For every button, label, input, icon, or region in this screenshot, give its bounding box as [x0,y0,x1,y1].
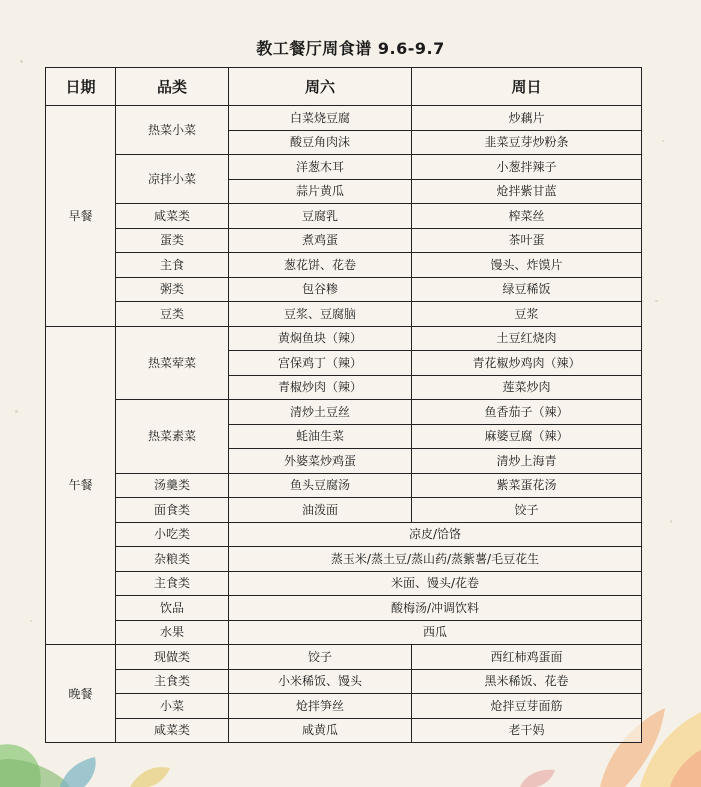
dish-cell-sunday: 紫菜蛋花汤 [412,473,642,498]
dish-cell-saturday: 小米稀饭、馒头 [229,669,412,694]
dish-cell-sunday: 鱼香茄子（辣） [412,400,642,425]
category-cell: 主食类 [116,669,229,694]
dish-cell-saturday: 豆腐乳 [229,204,412,229]
category-cell: 小菜 [116,694,229,719]
dish-cell-saturday: 葱花饼、花卷 [229,253,412,278]
dish-cell-both-days: 蒸玉米/蒸土豆/蒸山药/蒸紫薯/毛豆花生 [229,547,642,572]
dish-cell-both-days: 酸梅汤/冲调饮料 [229,596,642,621]
table-row [46,473,642,498]
table-row [46,522,642,547]
table-row [46,718,642,743]
table-row [46,400,642,425]
dish-cell-both-days: 西瓜 [229,620,642,645]
table-row [46,547,642,572]
dish-cell-saturday: 豆浆、豆腐脑 [229,302,412,327]
dish-cell-sunday: 西红柿鸡蛋面 [412,645,642,670]
page-title: 教工餐厅周食谱 9.6-9.7 [256,39,445,58]
table-row [46,669,642,694]
dish-cell-both-days: 米面、馒头/花卷 [229,571,642,596]
table-header-row [46,68,642,106]
dish-cell-sunday: 老干妈 [412,718,642,743]
dish-cell-saturday: 宫保鸡丁（辣） [229,351,412,376]
category-cell: 凉拌小菜 [116,155,229,204]
pink-leaf-icon [520,770,555,787]
table-row [46,253,642,278]
header-date: 日期 [46,68,116,106]
dish-cell-saturday: 炝拌笋丝 [229,694,412,719]
paper-texture-speck [662,140,664,142]
dish-cell-saturday: 包谷糁 [229,277,412,302]
dish-cell-sunday: 馒头、炸馍片 [412,253,642,278]
green-leaf-icon [0,759,70,787]
meal-label: 午餐 [46,326,116,645]
dish-cell-saturday: 黄焖鱼块（辣） [229,326,412,351]
paper-texture-speck [30,620,32,622]
dish-cell-saturday: 油泼面 [229,498,412,523]
table-row [46,155,642,180]
dish-cell-saturday: 鱼头豆腐汤 [229,473,412,498]
blue-leaf-icon [60,757,96,787]
dish-cell-sunday: 青花椒炒鸡肉（辣） [412,351,642,376]
yellow-leaf-icon [130,767,170,787]
dish-cell-saturday: 白菜烧豆腐 [229,106,412,131]
yellow-leaf-icon [640,712,701,787]
dish-cell-sunday: 麻婆豆腐（辣） [412,424,642,449]
green-leaf-icon [0,744,41,787]
weekly-menu-table [45,67,642,743]
dish-cell-saturday: 饺子 [229,645,412,670]
dish-cell-sunday: 茶叶蛋 [412,228,642,253]
dish-cell-saturday: 洋葱木耳 [229,155,412,180]
category-cell: 小吃类 [116,522,229,547]
dish-cell-sunday: 黑米稀饭、花卷 [412,669,642,694]
paper-texture-speck [15,410,18,413]
dish-cell-sunday: 土豆红烧肉 [412,326,642,351]
dish-cell-saturday: 煮鸡蛋 [229,228,412,253]
table-row [46,694,642,719]
dish-cell-saturday: 青椒炒肉（辣） [229,375,412,400]
category-cell: 主食类 [116,571,229,596]
category-cell: 主食 [116,253,229,278]
dish-cell-saturday: 酸豆角肉沫 [229,130,412,155]
category-cell: 现做类 [116,645,229,670]
meal-label: 晚餐 [46,645,116,743]
paper-texture-speck [20,60,23,63]
dish-cell-saturday: 蚝油生菜 [229,424,412,449]
header-saturday: 周六 [229,68,412,106]
dish-cell-sunday: 韭菜豆芽炒粉条 [412,130,642,155]
dish-cell-both-days: 凉皮/饸饹 [229,522,642,547]
category-cell: 汤羹类 [116,473,229,498]
table-row [46,645,642,670]
category-cell: 热菜小菜 [116,106,229,155]
menu-body [46,106,642,743]
dish-cell-sunday: 炝拌豆芽面筋 [412,694,642,719]
paper-texture-speck [670,520,672,523]
table-row [46,571,642,596]
table-row [46,326,642,351]
dish-cell-saturday: 蒜片黄瓜 [229,179,412,204]
category-cell: 豆类 [116,302,229,327]
category-cell: 咸菜类 [116,204,229,229]
header-sunday: 周日 [412,68,642,106]
category-cell: 水果 [116,620,229,645]
table-row [46,277,642,302]
table-row [46,106,642,131]
dish-cell-sunday: 炝拌紫甘蓝 [412,179,642,204]
category-cell: 热菜素菜 [116,400,229,474]
category-cell: 热菜荤菜 [116,326,229,400]
dish-cell-sunday: 豆浆 [412,302,642,327]
table-row [46,596,642,621]
dish-cell-saturday: 外婆菜炒鸡蛋 [229,449,412,474]
dish-cell-sunday: 绿豆稀饭 [412,277,642,302]
dish-cell-sunday: 榨菜丝 [412,204,642,229]
paper-texture-speck [655,300,658,302]
dish-cell-saturday: 咸黄瓜 [229,718,412,743]
table-row [46,204,642,229]
header-category: 品类 [116,68,229,106]
table-row [46,228,642,253]
category-cell: 面食类 [116,498,229,523]
category-cell: 咸菜类 [116,718,229,743]
peach-leaf-icon [670,750,701,787]
category-cell: 蛋类 [116,228,229,253]
dish-cell-sunday: 清炒上海青 [412,449,642,474]
dish-cell-saturday: 清炒土豆丝 [229,400,412,425]
table-row [46,498,642,523]
dish-cell-sunday: 饺子 [412,498,642,523]
dish-cell-sunday: 炒藕片 [412,106,642,131]
table-row [46,302,642,327]
category-cell: 粥类 [116,277,229,302]
category-cell: 杂粮类 [116,547,229,572]
meal-label: 早餐 [46,106,116,327]
dish-cell-sunday: 小葱拌辣子 [412,155,642,180]
category-cell: 饮品 [116,596,229,621]
table-row [46,620,642,645]
dish-cell-sunday: 莲菜炒肉 [412,375,642,400]
